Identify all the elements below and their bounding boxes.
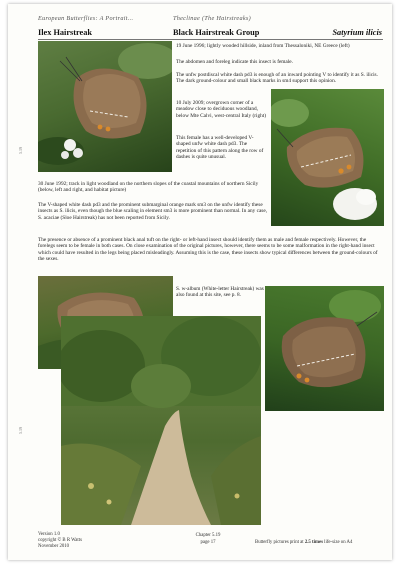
photo-butterfly-greece [38, 41, 172, 172]
footer-version: Version 1.0 [38, 532, 60, 537]
footer-copyright: copyright © B R Watts [38, 538, 82, 543]
footer-print-note: Butterfly pictures print at 2.5 times life-size on A4 [255, 540, 353, 545]
side-mark-top: 5.19 [18, 147, 23, 154]
book-title: European Butterflies: A Portrait... [38, 15, 134, 22]
photo-habitat-track [61, 316, 261, 525]
caption-sicily-date: 30 June 1992; track in light woodland on the northern slopes of the coastal mountains of northern Sicily (below, left and right, and habitat picture) [38, 181, 259, 194]
family-title: Theclinae (The Hairstreaks) [173, 15, 251, 22]
caption-italy-date: 10 July 2009; overgrown corner of a meadow close to deciduous woodland, below Mte Calvi, west-central Italy (right) [176, 100, 267, 119]
footer-page: page 17 [200, 540, 216, 545]
group-name: Black Hairstreak Group [173, 28, 260, 37]
header-rule [38, 39, 383, 40]
photo-butterfly-sicily-right [265, 286, 384, 411]
footer-chapter: Chapter 5.19 [195, 533, 221, 538]
document-page [8, 4, 392, 560]
caption-sicily-id: The V-shaped white dash pd3 and the prominent submarginal orange mark sm3 on the unfw identify these insects as S. ilicis, even though the blue scaling in element sm3 is more prominent than normal. In any case, S. acaciae (Sloe Hairstreak) has not been reported from Sicily. [38, 202, 268, 221]
caption-w-album: S. w-album (White-letter Hairstreak) was also found at this site, see p. 8. [176, 286, 264, 299]
common-name: Ilex Hairstreak [38, 28, 92, 37]
caption-greece-sex: The abdomen and foreleg indicate this insect is female. [176, 59, 293, 65]
photo-butterfly-italy [271, 89, 384, 226]
caption-greece-id: The unfw postdiscal white dash pd3 is enough of an inward pointing V to identify it as S. ilicis. The dark ground-colour and small black marks in sm4 support this opinion. [176, 72, 378, 85]
caption-italy-id: This female has a well-developed V-shaped unfw white dash pd3. The repetition of this pattern along the row of dashes is quite unusual. [176, 135, 264, 160]
caption-greece-date: 19 June 1996; lightly wooded hillside, inland from Thessaloniki, NE Greece (left) [176, 43, 350, 49]
caption-sicily-sexes: The presence or absence of a prominent black anal tuft on the right- or left-hand insect should identify them as male and female respectively. However, the forelegs seem to be female in both cases. On close examination of the original pictures, however, there seems to be some malformation in the right-hand insect which could have resulted in the legs being placed misleadingly. Assuming this is the case, these insects show typical differences between the ground-colours of the sexes. [38, 237, 378, 262]
footer-date: November 2010 [38, 544, 70, 549]
side-mark-bottom: 5.19 [18, 427, 23, 434]
latin-name: Satyrium ilicis [332, 28, 382, 37]
